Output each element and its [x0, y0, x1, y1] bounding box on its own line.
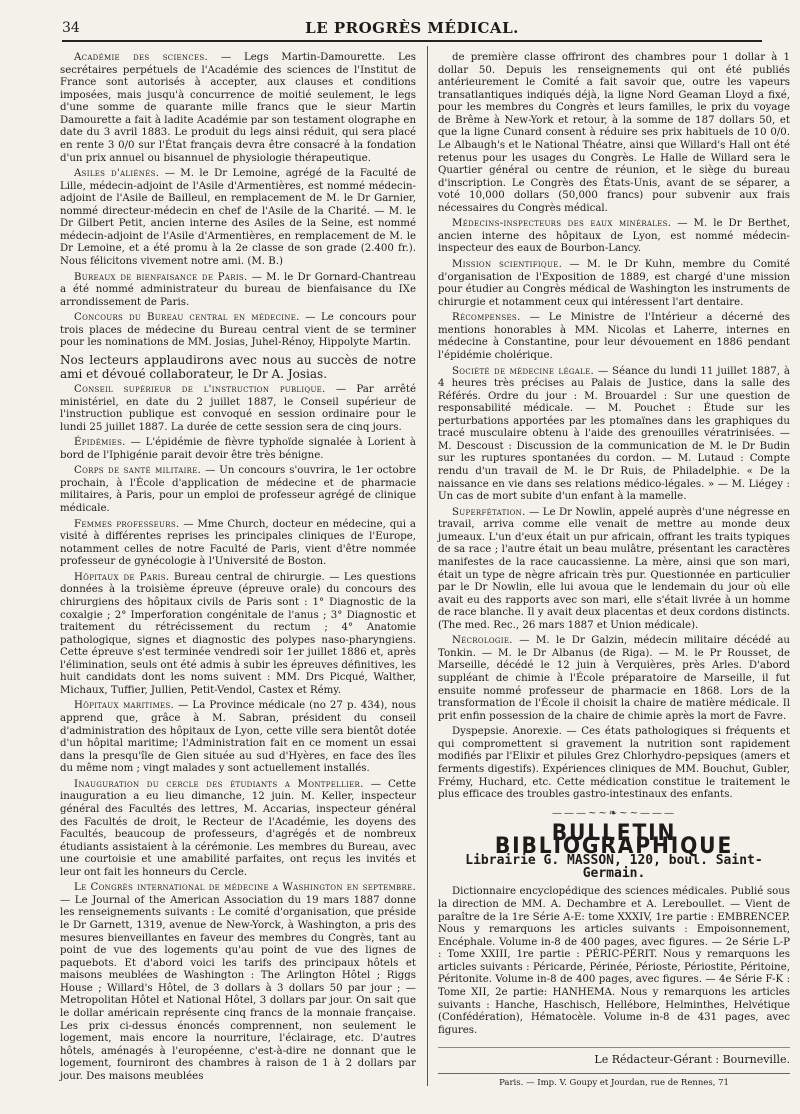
article-body: — M. le Dr Lemoine, agrégé de la Faculté de Lille, médecin-adjoint de l'Asile d'Armentières, est nommé médecin-adjoint de l'Asile de Bailleul, en remplacement de M. le Dr Garnier, nommé directeur-médecin en chef de l'Asile de la Charité. — M. le Dr Gilbert Petit, ancien interne des Asiles de la Seine, est nommé médecin-adjoint de l'Asile d'Armentières, en remplacement de M. le Dr Lemoine, et a été promu à la 2e classe de son grade (2.400 fr.). Nous félicitons vivement notre ami. (M. B.): [60, 168, 416, 267]
column-divider: [427, 46, 428, 1086]
article-body: — Séance du lundi 11 juillet 1887, à 4 heures très précises au Palais de Justice, dans la salle des Référés. Ordre du jour : M. Brouardel : Sur une question de responsabilité médicale. — M. Pouchet : Étude sur les perturbations apportées par les ptomaïnes dans les graphiques du tracé musculaire obtenu à l'aide des grenouilles vératrinisées. — M. Descoust : Discussion de la communication de M. le Dr Budin sur les ruptures spontanées du cordon. — M. Lutaud : Compte rendu d'un travail de M. le Dr Ruis, de Philadelphie. « De la naissance en vie dans ses relations médico-légales. » — M. Liégey : Un cas de mort subite d'un enfant à la mamelle.: [438, 365, 790, 503]
article-hopitaux: [60, 572, 416, 698]
article-maritimes: [60, 700, 416, 775]
article-heading: Récompenses.: [452, 312, 521, 324]
article-heading: Inauguration du cercle des étudiants a Montpellier.: [74, 778, 364, 790]
article-heading: Conseil supérieur de l'instruction publique.: [74, 383, 326, 395]
article-bureaux: [60, 272, 416, 310]
article-body: — M. le Dr Berthet, ancien interne des hôpitaux de Lyon, est nommé médecin-inspecteur des eaux de Bourbon-Lancy.: [438, 218, 790, 255]
article-body: Nos lecteurs applaudirons avec nous au succès de notre ami et dévoué collaborateur, le Dr A. Josias.: [60, 352, 416, 381]
article-heading: Hôpitaux maritimes.: [74, 700, 175, 712]
left-column: [60, 52, 416, 1086]
running-title: LE PROGRÈS MÉDICAL.: [305, 19, 519, 37]
article-body: — Le Dr Nowlin, appelé auprès d'une négresse en travail, arriva comme elle venait de mettre au monde deux jumeaux. L'un d'eux était un pur africain, offrant les traits typiques de sa race ; l'autre était un beau mulâtre, présentant les caractères manifestes de la race caucassienne. La mère, ainsi que son mari, était un type de nègre africain très pur. Questionnée en particulier par le Dr Nowlin, elle lui avoua que le lendemain du jour où elle avait eu des rapports avec son mari, elle s'était livrée à un homme de race blanche. Il y avait deux placentas et deux cordons distincts. (The med. Rec., 26 mars 1887 et Union médicale).: [438, 506, 790, 631]
article-corps: [60, 465, 416, 515]
article-body: — La Province médicale (no 27 p. 434), nous apprend que, grâce à M. Sabran, président du conseil d'administration des hôpitaux de Lyon, cette ville sera bientôt dotée d'un hôpital maritime; l'Administration fait en ce moment un essai dans la presqu'île de Gien située au sud d'Hyères, en face des îles du même nom ; vingt malades y sont actuellement installés.: [60, 700, 416, 775]
bulletin-title: BULLETIN BIBLIOGRAPHIQUE: [494, 821, 734, 859]
article-heading: Femmes professeurs.: [74, 518, 180, 530]
article-body: — Legs Martin-Damourette. Les secrétaires perpétuels de l'Académie des sciences de l'Institut de France sont autorisés à accepter, aux clauses et conditions imposées, mais jusqu'à concurrence de moitié seulement, le legs d'une somme de quarante mille francs que le sieur Martin Damourette a fait à ladite Académie par son testament olographe en date du 3 avril 1883. Le produit du legs ainsi réduit, qui sera placé en rente 3 0/0 sur l'État français devra être consacré à la fondation d'un prix annuel ou bisannuel de physiologie thérapeutique.: [60, 52, 417, 164]
article-body: — Mme Church, docteur en médecine, qui a visité à différentes reprises les principales cliniques de l'Europe, notamment celles de notre Faculté de Paris, vient d'être nommée professeur de gynécologie à l'Université de Boston.: [60, 518, 416, 568]
article-concours: [60, 312, 416, 350]
article-congres: [60, 882, 416, 1083]
article-body: — Un concours s'ouvrira, le 1er octobre prochain, à l'École d'application de médecine et de pharmacie militaires, à Paris, pour un emploi de professeur agrégé de clinique médicale.: [60, 465, 417, 514]
article-inauguration: [60, 779, 416, 880]
article-body: — Par arrêté ministériel, en date du 2 juillet 1887, le Conseil supérieur de l'instruction publique est convoqué en session ordinaire pour le lundi 25 juillet 1887. La durée de cette session sera de cinq jours.: [60, 383, 416, 433]
article-body: — M. le Dr Galzin, médecin militaire décédé au Tonkin. — M. le Dr Albanus (de Riga). — M. le Pr Rousset, de Marseille, décédé le 12 juin à Verquières, près Arles. D'abord suppléant de chimie à l'École préparatoire de Marseille, il fut ensuite nommé professeur de pharmacie en 1868. Lors de la transformation de l'École il choisit la chaire de matière médicale. Il prit enfin possession de la chaire de chimie après la mort de Favre.: [438, 635, 790, 722]
article-heading: Médecins-inspecteurs des eaux minérales.: [452, 218, 672, 230]
article-heading: Corps de santé militaire.: [74, 465, 202, 477]
article-heading: Nécrologie.: [452, 635, 513, 647]
article-inspecteurs: [438, 218, 790, 256]
article-femmes: [60, 519, 416, 569]
article-heading: Asiles d'aliénés.: [74, 168, 160, 180]
ornament-divider: ———~~❧~~———: [552, 807, 676, 819]
right-column: [438, 52, 790, 1089]
article-necrologie: [438, 635, 790, 723]
article-suite: [438, 52, 790, 215]
article-heading: Académie des sciences.: [74, 52, 209, 63]
article-applaud: [60, 353, 416, 381]
article-body: Bureau central de chirurgie. — Les questions données à la troisième épreuve (épreuve orale) du concours des chirurgiens des hôpitaux civils de Paris sont : 1° Diagnostic de la coxalgie ; 2° Imperforation congénitale de l'anus ; 3° Diagnostic et traitement du rétrécissement du rectum ; 4° Anatomie pathologique, signes et diagnostic des polypes naso-pharyngiens. Cette épreuve s'est terminée vendredi soir 1er juillet 1886 et, après l'élimination, seuls ont été admis à subir les épreuves définitives, les huit candidats dont les noms suivent : MM. Drs Picqué, Walther, Michaux, Tuffier, Jullien, Petit-Vendol, Castex et Rémy.: [60, 571, 417, 696]
article-heading: Bureaux de bienfaisance de Paris.: [74, 271, 248, 283]
article-heading: Épidémies.: [74, 437, 126, 449]
article-heading: Le Congrès international de médecine a Washington en septembre.: [74, 882, 416, 894]
article-body: — Cette inauguration a eu lieu dimanche, 12 juin. M. Keller, inspecteur général des Facultés des lettres, M. Accarias, inspecteur général des Facultés de droit, le Recteur de l'Académie, les doyens des Facultés, beaucoup de professeurs, d'agrégés et de nombreux étudiants assistaient à la cérémonie. Les membres du Bureau, avec une courtoisie et une amabilité parfaites, ont reçus les invités et leur ont fait les honneurs du Cercle.: [60, 778, 416, 878]
right-column-articles: [438, 52, 790, 802]
article-body: — M. le Dr Gornard-Chantreau a été nommé administrateur du bureau de bienfaisance du IXe arrondissement de Paris.: [60, 271, 416, 308]
article-mission: [438, 259, 790, 309]
article-societe: [438, 366, 790, 504]
article-epidemies: [60, 437, 416, 462]
bulletin-text: Dictionnaire encyclopédique des sciences médicales. Publié sous la direction de MM. A. Dechambre et A. Lereboullet. — Vient de paraître de la 1re Série A-E: tome XXXIV, 1re partie : EMBRENCEP. Nous y remarquons les articles suivants : Empoisonnement, Encéphale. Volume in-8 de 400 pages, avec figures. — 2e Série L-P : Tome XXIII, 1re partie : PÉRIC-PÉRIT. Nous y remarquons les articles suivants : Péricarde, Périnée, Périoste, Périostite, Péritoine, Péritonite. Volume in-8 de 400 pages, avec figures. — 4e Série F-K : Tome XII, 2e partie: HANHEMA. Nous y remarquons les articles suivants : Hanche, Haschisch, Hellébore, Helminthes, Helvétique (Confédération), Hématocèle. Volume in-8 de 431 pages, avec figures.: [438, 886, 790, 1036]
article-conseil: [60, 384, 416, 434]
article-body: Dyspepsie. Anorexie. — Ces états pathologiques si fréquents et qui compromettent si gravement la nutrition sont rapidement modifiés par l'Elixir et pilules Grez Chlorhydro-pepsiques (amers et ferments digestifs). Expériences cliniques de MM. Bouchut, Gubler, Frémy, Huchard, etc. Cette médication constitue le traitement le plus efficace des troubles gastro-intestinaux des enfants.: [438, 726, 790, 801]
article-asiles: [60, 168, 416, 269]
article-academie: [60, 52, 416, 165]
article-heading: Superfétation.: [452, 506, 526, 518]
article-heading: Mission scientifique.: [452, 259, 563, 270]
page-number: 34: [62, 20, 80, 36]
printer-imprint: Paris. — Imp. V. Goupy et Jourdan, rue de Rennes, 71: [438, 1073, 790, 1090]
bulletin-publisher: Librairie G. MASSON, 120, boul. Saint-Germain.: [465, 853, 763, 881]
article-dyspepsie: [438, 726, 790, 801]
article-heading: Concours du Bureau central en médecine.: [74, 312, 300, 324]
editor-signature: Le Rédacteur-Gérant : Bourneville.: [438, 1047, 790, 1067]
article-body: de première classe offriront des chambres pour 1 dollar à 1 dollar 50. Depuis les renseignements qui ont été publiés antérieurement le Comité a fait savoir que, outre les vapeurs transatlantiques indiqués déjà, la ligne Nord Geaman Lloyd a fixé, pour les membres du Congrès et leurs familles, le prix du voyage de Brême à New-York et retour, à la somme de 187 dollars 50, et que la ligne Cunard consent à réduire ses prix habituels de 10 0/0. Le Albaugh's et le National Théatre, ainsi que Willard's Hall ont été retenus pour les usages du Congrès. Le Halle de Willard sera le Quartier général ou centre de réunion, et le siège du bureau d'inscription. Le Congrès des États-Unis, avant de se séparer, a voté 10,000 dollars (50,000 francs) pour subvenir aux frais nécessaires du Congrès médical.: [438, 52, 790, 214]
article-body: — Le concours pour trois places de médecine du Bureau central vient de se terminer pour les nominations de MM. Josias, Juhel-Rénoy, Hippolyte Martin.: [60, 312, 417, 349]
article-body: — Le Journal of the American Association du 19 mars 1887 donne les renseignements suivants : Le comité d'organisation, que préside le Dr Garnett, 1319, avenue de New-Yorck, à Washington, a pris des mesures bienveillantes en faveur des membres du Congrès, tant au point de vue des logements qu'au point de vue des lignes de paquebots. Et d'abord voici les tarifs des principaux hôtels et maisons meublées de Washington : The Arlington Hôtel ; Riggs House ; Willard's Hôtel, de 3 dollars à 3 dollars 50 par jour ; — Metropolitan Hôtel et National Hôtel, 3 dollars par jour. On sait que le dollar américain représente cinq francs de la monnaie française. Les prix ci-dessus énoncés comprennent, non seulement le logement, mais encore la nourriture, l'éclairage, etc. D'autres hôtels, aménagés à l'européenne, c'est-à-dire ne donnant que le logement, fourniront des chambres à raison de 1 à 2 dollars par jour. Des maisons meublées: [60, 894, 416, 1082]
article-heading: Hôpitaux de Paris.: [74, 571, 170, 583]
article-body: — M. le Dr Kuhn, membre du Comité d'organisation de l'Exposition de 1889, est chargé d'une mission pour étudier au Congrès médical de Washington les instruments de chirurgie et notamment ceux qui intéressent l'art dentaire.: [438, 259, 790, 308]
article-superfetation: [438, 507, 790, 633]
article-heading: Société de médecine légale.: [452, 365, 595, 377]
article-body: — L'épidémie de fièvre typhoïde signalée à Lorient à bord de l'Iphigénie parait devoir être très bénigne.: [60, 437, 416, 461]
article-body: — Le Ministre de l'Intérieur a décerné des mentions honorables à MM. Nicolas et Laherre, internes en médecine à Constantine, pour leur dévouement en 1886 pendant l'épidémie cholérique.: [438, 312, 790, 361]
page-header: [62, 18, 762, 42]
article-recompenses: [438, 312, 790, 362]
